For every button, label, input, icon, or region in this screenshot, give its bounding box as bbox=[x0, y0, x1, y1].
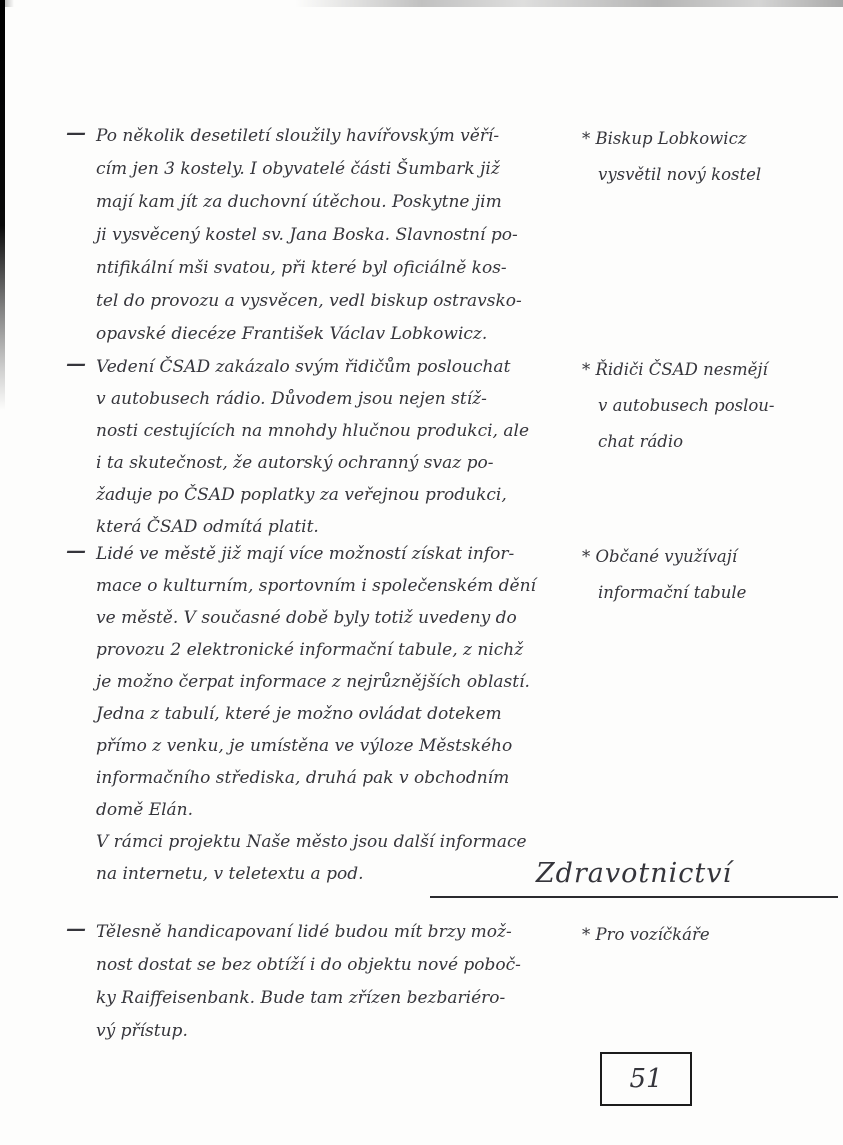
text-line: nosti cestujících na mnohdy hlučnou produkci, ale bbox=[96, 421, 530, 441]
page-number-box bbox=[600, 1052, 692, 1106]
text-line: která ČSAD odmítá platit. bbox=[96, 517, 319, 537]
text-line: Tělesně handicapovaní lidé budou mít brzy mož- bbox=[96, 922, 512, 942]
text-line: nost dostat se bez obtíží i do objektu nové poboč- bbox=[96, 955, 521, 975]
note-line: vysvětil nový kostel bbox=[598, 165, 762, 184]
entry-info-boards bbox=[64, 538, 837, 890]
text-line: ji vysvěcený kostel sv. Jana Boska. Slavnostní po- bbox=[96, 225, 518, 245]
margin-note bbox=[582, 121, 843, 193]
note-line: * Řidiči ČSAD nesmějí bbox=[582, 360, 768, 379]
entry-text bbox=[96, 120, 601, 351]
text-line: v autobusech rádio. Důvodem jsou nejen stíž- bbox=[96, 389, 487, 409]
text-line: ve městě. V současné době byly totiž uvedeny do bbox=[96, 608, 517, 628]
entry-church bbox=[64, 120, 837, 351]
text-line: mají kam jít za duchovní útěchou. Poskytne jim bbox=[96, 192, 502, 212]
note-line: informační tabule bbox=[598, 583, 747, 602]
dash-marker: — bbox=[66, 916, 85, 940]
text-line: provozu 2 elektronické informační tabule, z nichž bbox=[96, 640, 524, 660]
scan-edge-artifact-top bbox=[0, 0, 843, 7]
text-line: vý přístup. bbox=[96, 1021, 188, 1041]
note-line: chat rádio bbox=[598, 432, 684, 451]
entry-wheelchair-access bbox=[64, 916, 837, 1048]
note-line: v autobusech poslou- bbox=[598, 396, 775, 415]
entry-bus-radio bbox=[64, 351, 837, 543]
section-heading-underline bbox=[430, 858, 838, 898]
note-line: * Občané využívají bbox=[582, 547, 738, 566]
text-line: na internetu, v teletextu a pod. bbox=[96, 864, 364, 884]
note-line: * Biskup Lobkowicz bbox=[582, 129, 747, 148]
text-line: i ta skutečnost, že autorský ochranný svaz po- bbox=[96, 453, 494, 473]
note-line: * Pro vozíčkáře bbox=[582, 925, 710, 944]
text-line: je možno čerpat informace z nejrůznějších oblastí. bbox=[96, 672, 530, 692]
text-line: Vedení ČSAD zakázalo svým řidičům poslouchat bbox=[96, 357, 511, 377]
text-line: tel do provozu a vysvěcen, vedl biskup ostravsko- bbox=[96, 291, 522, 311]
text-line: ky Raiffeisenbank. Bude tam zřízen bezbariéro- bbox=[96, 988, 506, 1008]
dash-marker: — bbox=[66, 538, 85, 562]
entry-text bbox=[96, 351, 601, 543]
dash-marker: — bbox=[66, 351, 85, 375]
text-line: informačního střediska, druhá pak v obchodním bbox=[96, 768, 510, 788]
text-line: cím jen 3 kostely. I obyvatelé části Šumbark již bbox=[96, 159, 500, 179]
text-line: přímo z venku, je umístěna ve výloze Městského bbox=[96, 736, 513, 756]
dash-marker: — bbox=[66, 120, 85, 144]
margin-note bbox=[582, 917, 843, 953]
entry-text bbox=[96, 538, 601, 890]
text-line: mace o kulturním, sportovním i společenském dění bbox=[96, 576, 536, 596]
text-line: Jedna z tabulí, které je možno ovládat dotekem bbox=[96, 704, 502, 724]
text-line: Po několik desetiletí sloužily havířovským věří- bbox=[96, 126, 500, 146]
page-number: 51 bbox=[629, 1064, 663, 1094]
text-line: ntifikální mši svatou, při které byl oficiálně kos- bbox=[96, 258, 507, 278]
scan-edge-artifact-left bbox=[0, 0, 5, 410]
entry-text bbox=[96, 916, 601, 1048]
text-line: Lidé ve městě již mají více možností získat infor- bbox=[96, 544, 515, 564]
text-line: domě Elán. bbox=[96, 800, 194, 820]
text-line: opavské diecéze František Václav Lobkowicz. bbox=[96, 324, 488, 344]
margin-note bbox=[582, 539, 843, 611]
section-heading: Zdravotnictví bbox=[535, 858, 733, 889]
text-line: žaduje po ČSAD poplatky za veřejnou produkci, bbox=[96, 485, 507, 505]
margin-note bbox=[582, 352, 843, 460]
text-line: V rámci projektu Naše město jsou další informace bbox=[96, 832, 527, 852]
